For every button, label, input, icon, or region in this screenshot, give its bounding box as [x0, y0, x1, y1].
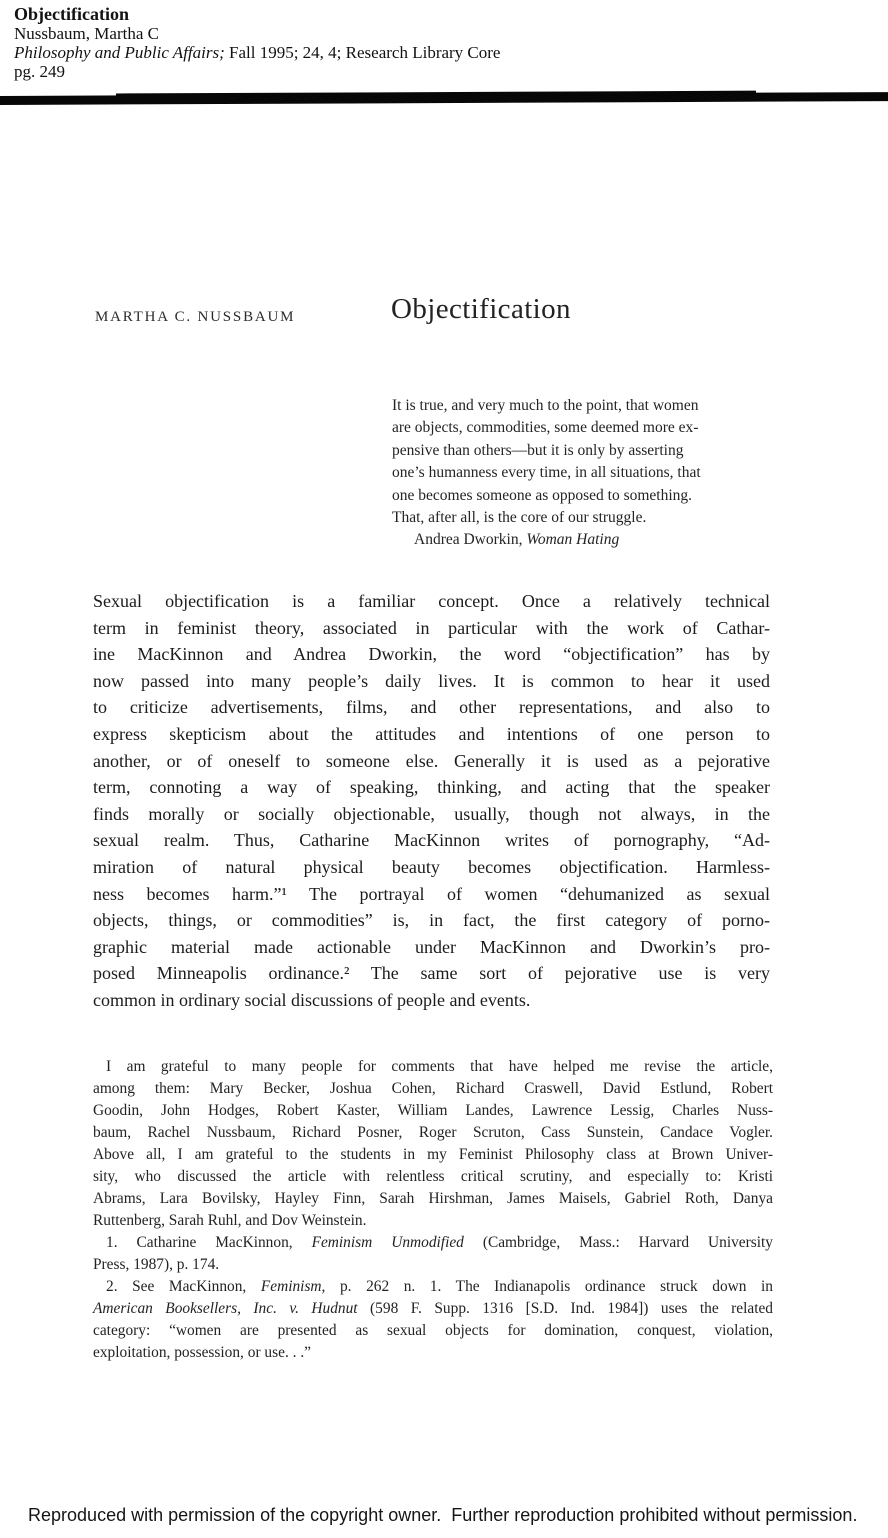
body-line: graphic material made actionable under MacKinnon and Dworkin’s pro-	[93, 936, 770, 957]
body-line: ine MacKinnon and Andrea Dworkin, the word “objectification” has by	[93, 644, 770, 665]
body-line: term, connoting a way of speaking, thinking, and acting that the speaker	[93, 777, 770, 798]
body-line: objects, things, or commodities” is, in fact, the first category of porno-	[93, 910, 770, 931]
body-line: sexual realm. Thus, Catharine MacKinnon writes of pornography, “Ad-	[93, 830, 770, 851]
body-paragraph	[93, 588, 770, 1014]
body-line: to criticize advertisements, films, and other representations, and also to	[93, 697, 770, 718]
footnote-line: American Booksellers, Inc. v. Hudnut (598 F. Supp. 1316 [S.D. Ind. 1984]) uses the related	[93, 1300, 773, 1317]
epigraph-line: one becomes someone as opposed to something.	[392, 486, 693, 504]
citation-page-number: pg. 249	[14, 62, 65, 81]
article-author-name: MARTHA C. NUSSBAUM	[95, 309, 296, 325]
footnote-line: among them: Mary Becker, Joshua Cohen, Richard Craswell, David Estlund, Robert	[93, 1080, 773, 1097]
footnote-line: baum, Rachel Nussbaum, Richard Posner, Roger Scruton, Cass Sunstein, Candace Vogler.	[93, 1124, 773, 1141]
footnote-line: Abrams, Lara Bovilsky, Hayley Finn, Sarah Hirshman, James Maisels, Gabriel Roth, Danya	[93, 1190, 773, 1207]
footnotes	[93, 1056, 773, 1364]
footnote-line: Above all, I am grateful to the students in my Feminist Philosophy class at Brown Univer-	[93, 1146, 773, 1163]
footnote-line: Press, 1987), p. 174.	[93, 1256, 220, 1273]
body-line: miration of natural physical beauty becomes objectification. Harmless-	[93, 856, 770, 877]
footnote-line: 2. See MacKinnon, Feminism, p. 262 n. 1. The Indianapolis ordinance struck down in	[106, 1278, 773, 1295]
footnote-line: sity, who discussed the article with relentless critical scrutiny, and especially to: Kristi	[93, 1168, 773, 1185]
citation-issue-info: Fall 1995; 24, 4; Research Library Core	[224, 43, 501, 62]
permission-text: Reproduced with permission of the copyright owner. Further reproduction prohibited without permission.	[28, 1505, 858, 1525]
footnote-line: category: “women are presented as sexual objects for domination, conquest, violation,	[93, 1322, 773, 1339]
footnote-line: I am grateful to many people for comments that have helped me revise the article,	[106, 1058, 773, 1075]
citation-header	[14, 5, 500, 81]
epigraph-line: one’s humanness every time, in all situations, that	[392, 464, 701, 482]
epigraph-line: That, after all, is the core of our struggle.	[392, 509, 647, 527]
footnote-line: Ruttenberg, Sarah Ruhl, and Dov Weinstein.	[93, 1212, 367, 1229]
citation-title: Objectification	[14, 4, 129, 24]
body-line: finds morally or socially objectionable, usually, though not always, in the	[93, 803, 770, 824]
epigraph-attribution: Andrea Dworkin, Woman Hating	[414, 531, 620, 549]
article-title: Objectification	[391, 293, 571, 325]
citation-source	[14, 43, 500, 62]
body-line: ness becomes harm.”¹ The portrayal of women “dehumanized as sexual	[93, 883, 770, 904]
footnote-line: Goodin, John Hodges, Robert Kaster, William Landes, Lawrence Lessig, Charles Nuss-	[93, 1102, 773, 1119]
citation-journal-name: Philosophy and Public Affairs;	[14, 43, 225, 62]
body-line: term in feminist theory, associated in particular with the work of Cathar-	[93, 617, 770, 638]
citation-author: Nussbaum, Martha C	[14, 24, 159, 43]
epigraph-line: are objects, commodities, some deemed more ex-	[392, 419, 699, 437]
body-line: common in ordinary social discussions of people and events.	[93, 989, 531, 1010]
body-line: now passed into many people’s daily lives. It is common to hear it used	[93, 670, 770, 691]
epigraph-line: It is true, and very much to the point, that women	[392, 397, 699, 414]
footnote-line: exploitation, possession, or use. . .”	[93, 1344, 312, 1361]
epigraph-line: pensive than others—but it is only by asserting	[392, 441, 684, 459]
body-line: posed Minneapolis ordinance.² The same sort of pejorative use is very	[93, 963, 770, 984]
body-line: express skepticism about the attitudes and intentions of one person to	[93, 723, 770, 744]
footnote-line: 1. Catharine MacKinnon, Feminism Unmodified (Cambridge, Mass.: Harvard University	[106, 1234, 774, 1251]
permission-footer	[8, 1484, 884, 1538]
body-line: another, or of oneself to someone else. Generally it is used as a pejorative	[93, 750, 770, 771]
body-line: Sexual objectification is a familiar concept. Once a relatively technical	[93, 591, 770, 611]
epigraph	[392, 395, 782, 552]
separator-bar	[0, 92, 888, 105]
